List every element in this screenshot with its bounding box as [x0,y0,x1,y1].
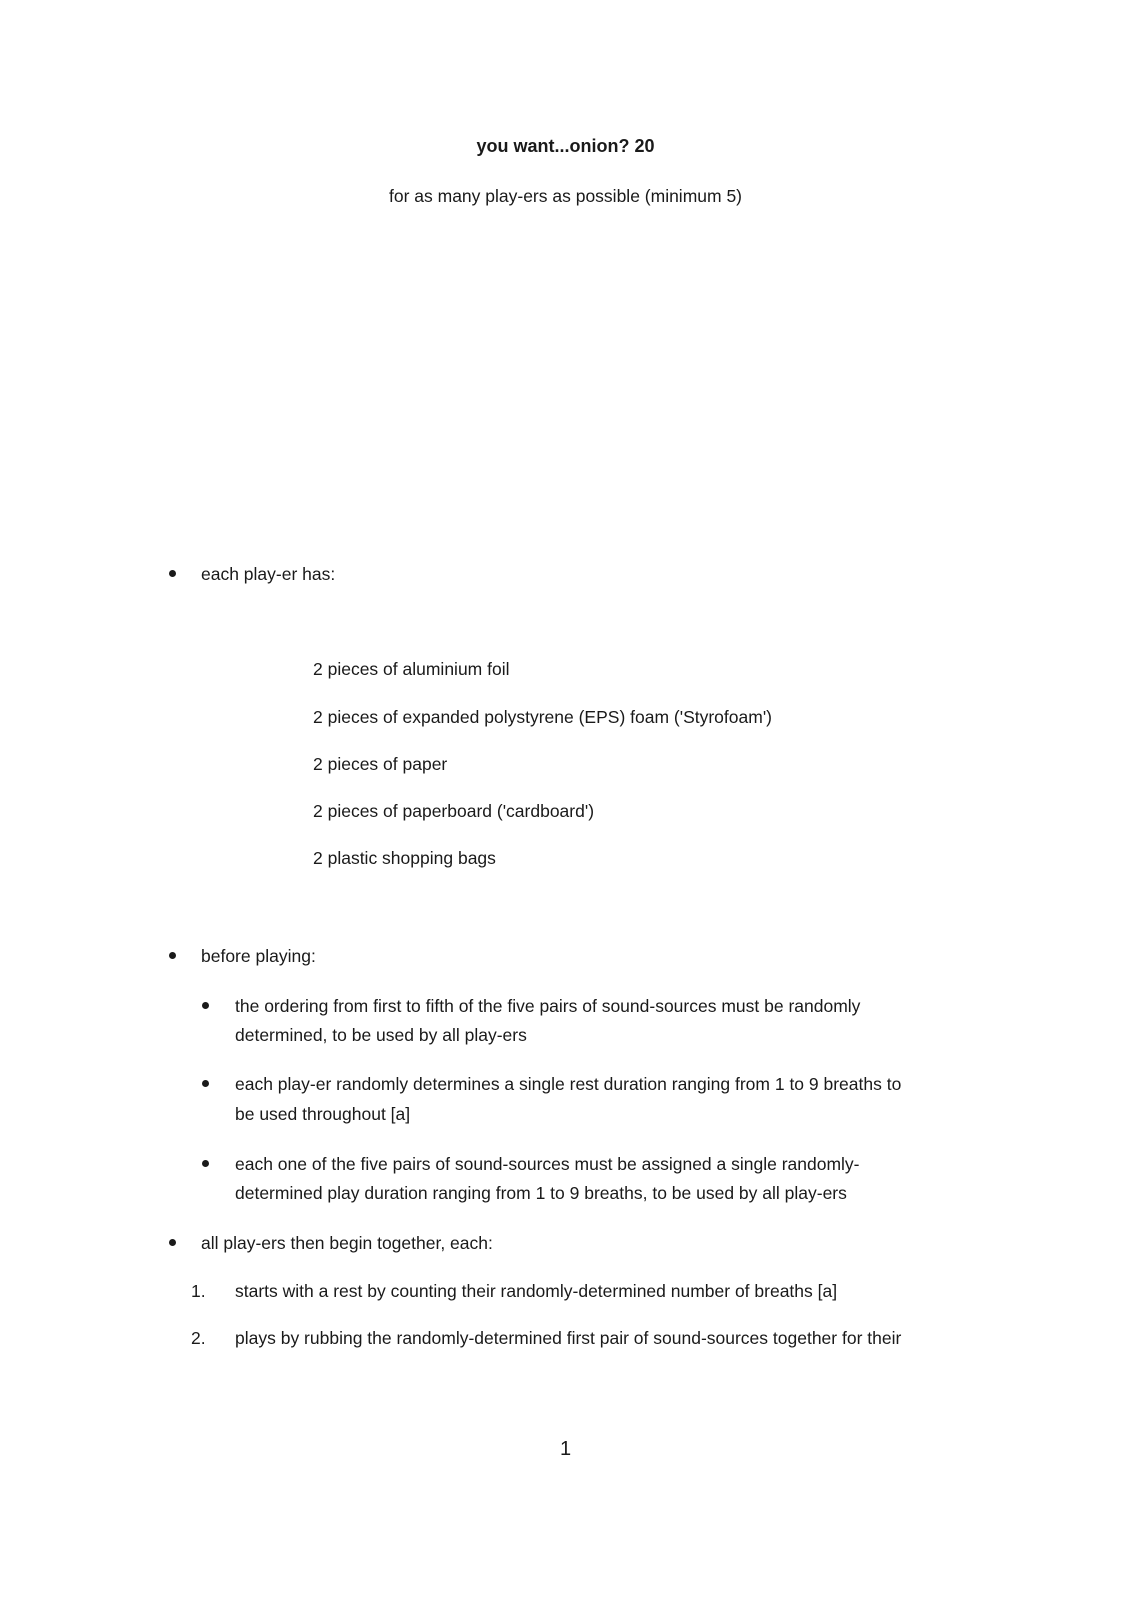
material-item: 2 pieces of paper [313,754,448,774]
section-heading-has: each play-er has: [201,564,336,584]
step-text: plays by rubbing the randomly-determined first pair of sound-sources together for their [235,1328,902,1348]
bullet-icon [202,1160,209,1167]
before-item-line: determined play duration ranging from 1 to 9 breaths, to be used by all play-ers [235,1183,847,1203]
before-item-line: be used throughout [a] [235,1104,411,1124]
before-item-line: determined, to be used by all play-ers [235,1025,527,1045]
document-title: you want...onion? 20 [476,136,655,156]
material-item: 2 plastic shopping bags [313,848,496,868]
bullet-icon [169,1239,176,1246]
before-item-line: each play-er randomly determines a single rest duration ranging from 1 to 9 breaths to [235,1074,902,1094]
material-item: 2 pieces of expanded polystyrene (EPS) foam ('Styrofoam') [313,707,772,727]
bullet-icon [202,1002,209,1009]
material-item: 2 pieces of aluminium foil [313,659,510,679]
section-heading-before: before playing: [201,946,316,966]
section-heading-begin: all play-ers then begin together, each: [201,1233,493,1253]
document-subtitle: for as many play-ers as possible (minimum 5) [388,186,743,206]
before-item-line: the ordering from first to fifth of the five pairs of sound-sources must be randomly [235,996,861,1016]
material-item: 2 pieces of paperboard ('cardboard') [313,801,595,821]
before-item-line: each one of the five pairs of sound-sources must be assigned a single randomly- [235,1154,860,1174]
bullet-icon [169,570,176,577]
step-number: 2. [191,1328,206,1348]
step-text: starts with a rest by counting their randomly-determined number of breaths [a] [235,1281,838,1301]
bullet-icon [169,952,176,959]
bullet-icon [202,1080,209,1087]
page-number: 1 [559,1438,572,1460]
step-number: 1. [191,1281,206,1301]
